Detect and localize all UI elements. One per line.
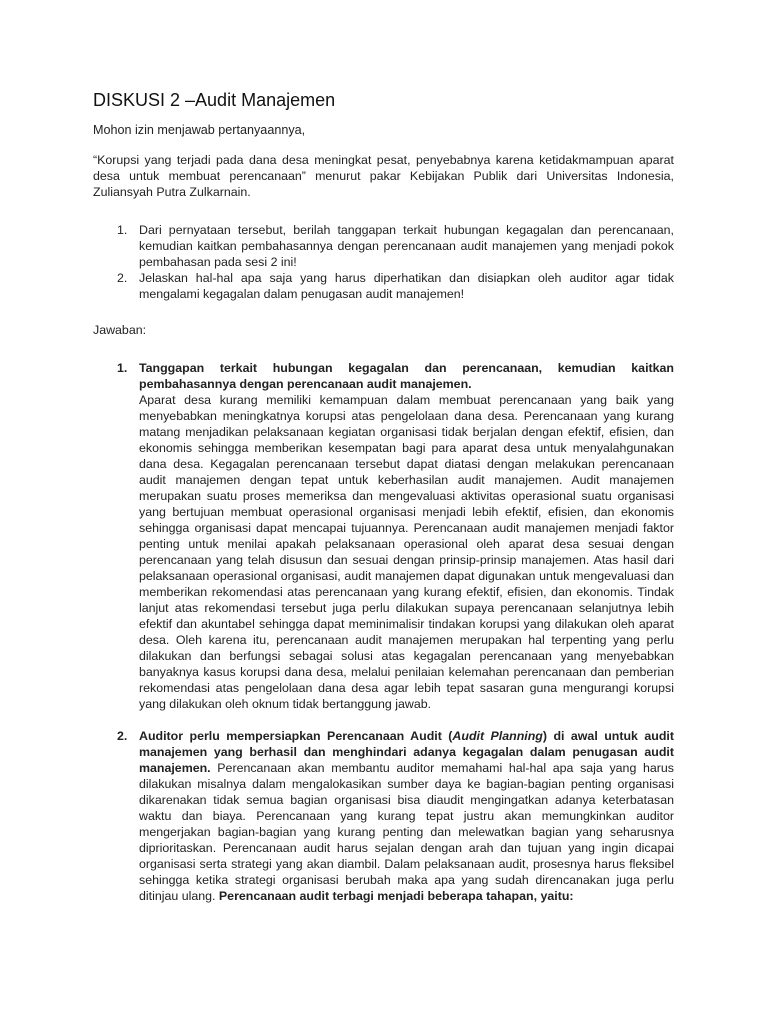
answer-item [93,360,674,712]
answer-body: Perencanaan akan membantu auditor memahami hal-hal apa saja yang harus dilakukan misalnya dalam mengalokasikan sumber daya ke bagian-bagian penting organisasi dikarenakan tidak semua bagian organisasi bisa diaudit mengingatkan adanya keterbatasan waktu dan biaya. Perencanaan yang kurang tepat justru akan memungkinkan auditor mengerjakan bagian-bagian yang kurang penting dan melewatkan bagian yang seharusnya diprioritaskan. Perencanaan audit harus sejalan dengan arah dan tujuan yang ingin dicapai organisasi serta strategi yang akan diambil. Dalam pelaksanaan audit, prosesnya harus fleksibel sehingga ketika strategi organisasi berubah maka apa yang sudah direncanakan juga perlu ditinjau ulang. [139,761,674,903]
question-text: Dari pernyataan tersebut, berilah tanggapan terkait hubungan kegagalan dan perencanaan, kemudian kaitkan pembahasannya dengan perencanaan audit manajemen yang menjadi pokok pembahasan pada sesi 2 ini! [139,223,674,269]
question-item [93,270,674,302]
document-page [93,88,674,920]
answer-body: Aparat desa kurang memiliki kemampuan dalam membuat perencanaan yang baik yang menyebabkan meningkatnya korupsi atas pengelolaan dana desa. Perencanaan yang kurang matang menjadikan pelaksanaan kegiatan organisasi tidak berjalan dengan efektif, efisien, dan ekonomis sehingga memberikan kesempatan bagi para aparat desa untuk menyalahgunakan dana desa. Kegagalan perencanaan tersebut dapat diatasi dengan melakukan perencanaan audit manajemen dengan tepat untuk keberhasilan audit manajemen. Audit manajemen merupakan suatu proses memeriksa dan mengevaluasi aktivitas operasional suatu organisasi yang bertujuan membuat operasional organisasi menjadi lebih efektif, efisien, dan ekonomis sehingga organisasi dapat mencapai tujuannya. Perencanaan audit manajemen menjadi faktor penting untuk menilai apakah pelaksanaan operasional oleh aparat desa sesuai dengan perencanaan yang telah disusun dan sesuai dengan prinsip-prinsip manajemen. Atas hasil dari pelaksanaan operasional organisasi, audit manajemen dapat digunakan untuk mengevaluasi dan memberikan rekomendasi atas perencanaan yang kurang efektif, efisien, dan ekonomis. Tindak lanjut atas rekomendasi tersebut juga perlu dilakukan supaya perencanaan selanjutnya lebih efektif dan akuntabel sehingga dapat meminimalisir tindakan korupsi yang dilakukan oleh aparat desa. Oleh karena itu, perencanaan audit manajemen merupakan hal terpenting yang perlu dilakukan dan berfungsi sebagai solusi atas kegagalan perencanaan yang menyebabkan banyaknya kasus korupsi dana desa, melalui penilaian kelemahan perencanaan dan pemberian rekomendasi atas pengelolaan dana desa agar lebih tepat sasaran guna mengurangi korupsi yang dilakukan oleh oknum tidak bertanggung jawab. [139,393,674,711]
question-number: 1. [117,223,128,237]
question-text: Jelaskan hal-hal apa saja yang harus diperhatikan dan disiapkan oleh auditor agar tidak mengalami kegagalan dalam penugasan audit manajemen! [139,271,674,301]
quote-text: “Korupsi yang terjadi pada dana desa meningkat pesat, penyebabnya karena ketidakmampuan aparat desa untuk membuat perencanaan” [93,153,674,183]
answer-heading-italic: Audit Planning [452,729,543,743]
question-item [93,222,674,270]
answer-label: Jawaban: [93,323,147,337]
answer-number: 1. [117,361,128,375]
answer-heading-end: ) di awal untuk audit manajemen yang berhasil dan menghindari adanya kegagalan dalam penugasan audit manajemen. [139,729,674,775]
answer-item [93,728,674,904]
answer-heading-start: Auditor perlu mempersiapkan Perencanaan Audit ( [139,729,453,743]
greeting-text: Mohon izin menjawab pertanyaannya, [93,123,306,137]
question-number: 2. [117,271,128,285]
document-title: DISKUSI 2 –Audit Manajemen [93,90,336,110]
question-list [93,222,674,302]
quote-source: menurut pakar Kebijakan Publik dari Universitas Indonesia, Zuliansyah Putra Zulkarnain. [93,169,675,199]
answer-closing: Perencanaan audit terbagi menjadi beberapa tahapan, yaitu: [215,889,574,903]
quote-paragraph [93,152,674,200]
answer-list [93,360,674,904]
answer-number: 2. [117,729,128,743]
answer-heading: Tanggapan terkait hubungan kegagalan dan perencanaan, kemudian kaitkan pembahasannya dengan perencanaan audit manajemen. [139,361,674,391]
